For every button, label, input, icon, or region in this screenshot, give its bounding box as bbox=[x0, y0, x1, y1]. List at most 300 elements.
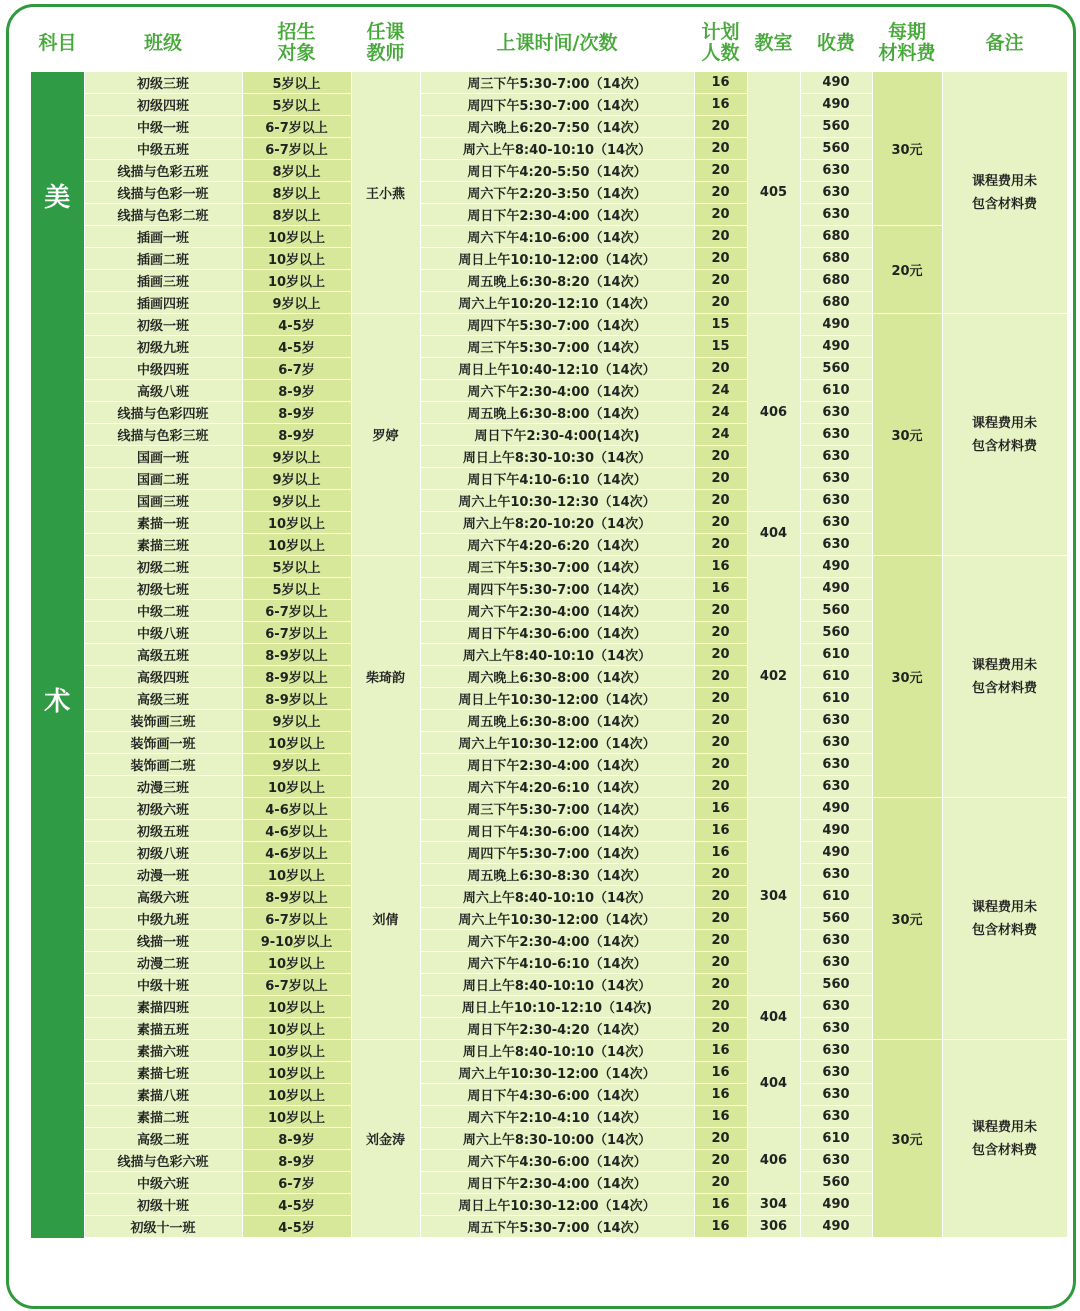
planned-count-cell: 16 bbox=[694, 1194, 747, 1216]
target-age-cell: 6-7岁以上 bbox=[242, 116, 351, 138]
fee-cell: 560 bbox=[800, 908, 872, 930]
class-name-cell: 线描与色彩一班 bbox=[84, 182, 242, 204]
class-time-cell: 周六上午8:30-10:00（14次） bbox=[420, 1128, 694, 1150]
class-name-cell: 高级四班 bbox=[84, 666, 242, 688]
planned-count-cell: 20 bbox=[694, 974, 747, 996]
fee-cell: 490 bbox=[800, 578, 872, 600]
class-name-cell: 初级四班 bbox=[84, 94, 242, 116]
class-time-cell: 周日下午4:10-6:10（14次） bbox=[420, 468, 694, 490]
classroom-cell: 404 bbox=[747, 996, 800, 1040]
planned-count-cell: 16 bbox=[694, 72, 747, 94]
class-time-cell: 周日上午8:40-10:10（14次） bbox=[420, 974, 694, 996]
class-time-cell: 周日下午4:20-5:50（14次） bbox=[420, 160, 694, 182]
target-age-cell: 9岁以上 bbox=[242, 710, 351, 732]
header-fee: 收费 bbox=[800, 15, 872, 72]
fee-cell: 630 bbox=[800, 996, 872, 1018]
planned-count-cell: 20 bbox=[694, 270, 747, 292]
planned-count-cell: 20 bbox=[694, 1172, 747, 1194]
planned-count-cell: 20 bbox=[694, 600, 747, 622]
planned-count-cell: 20 bbox=[694, 622, 747, 644]
class-name-cell: 插画二班 bbox=[84, 248, 242, 270]
fee-cell: 630 bbox=[800, 534, 872, 556]
target-age-cell: 10岁以上 bbox=[242, 1018, 351, 1040]
class-time-cell: 周日上午8:40-10:10（14次） bbox=[420, 1040, 694, 1062]
target-age-cell: 4-6岁以上 bbox=[242, 820, 351, 842]
planned-count-cell: 16 bbox=[694, 578, 747, 600]
class-name-cell: 高级五班 bbox=[84, 644, 242, 666]
class-time-cell: 周六上午10:30-12:30（14次） bbox=[420, 490, 694, 512]
header-teacher: 任课 教师 bbox=[351, 15, 420, 72]
class-time-cell: 周五晚上6:30-8:30（14次） bbox=[420, 864, 694, 886]
class-time-cell: 周日上午10:30-12:00（14次） bbox=[420, 1194, 694, 1216]
teacher-cell: 柴琦韵 bbox=[351, 556, 420, 798]
class-time-cell: 周六晚上6:20-7:50（14次） bbox=[420, 116, 694, 138]
fee-cell: 630 bbox=[800, 754, 872, 776]
classroom-cell: 406 bbox=[747, 1128, 800, 1194]
fee-cell: 490 bbox=[800, 1194, 872, 1216]
class-time-cell: 周六下午2:10-4:10（14次） bbox=[420, 1106, 694, 1128]
header-planned: 计划 人数 bbox=[694, 15, 747, 72]
planned-count-cell: 20 bbox=[694, 116, 747, 138]
fee-cell: 630 bbox=[800, 1106, 872, 1128]
planned-count-cell: 20 bbox=[694, 710, 747, 732]
planned-count-cell: 20 bbox=[694, 490, 747, 512]
table-row bbox=[31, 72, 1067, 94]
class-time-cell: 周日上午10:10-12:10（14次) bbox=[420, 996, 694, 1018]
table-row bbox=[31, 798, 1067, 820]
class-name-cell: 初级十一班 bbox=[84, 1216, 242, 1238]
class-time-cell: 周六上午8:40-10:10（14次） bbox=[420, 138, 694, 160]
fee-cell: 630 bbox=[800, 424, 872, 446]
class-name-cell: 线描与色彩六班 bbox=[84, 1150, 242, 1172]
planned-count-cell: 20 bbox=[694, 534, 747, 556]
header-note: 备注 bbox=[942, 15, 1067, 72]
class-time-cell: 周日下午2:30-4:20（14次） bbox=[420, 1018, 694, 1040]
material-fee-cell: 30元 bbox=[872, 314, 942, 556]
planned-count-cell: 20 bbox=[694, 248, 747, 270]
class-time-cell: 周日下午4:30-6:00（14次） bbox=[420, 622, 694, 644]
planned-count-cell: 15 bbox=[694, 336, 747, 358]
class-time-cell: 周六下午4:20-6:10（14次） bbox=[420, 776, 694, 798]
class-name-cell: 素描七班 bbox=[84, 1062, 242, 1084]
target-age-cell: 8-9岁以上 bbox=[242, 644, 351, 666]
header-time: 上课时间/次数 bbox=[420, 15, 694, 72]
classroom-cell: 402 bbox=[747, 556, 800, 798]
planned-count-cell: 16 bbox=[694, 1062, 747, 1084]
fee-cell: 630 bbox=[800, 864, 872, 886]
fee-cell: 680 bbox=[800, 248, 872, 270]
target-age-cell: 9岁以上 bbox=[242, 292, 351, 314]
target-age-cell: 8-9岁 bbox=[242, 1150, 351, 1172]
target-age-cell: 8-9岁 bbox=[242, 402, 351, 424]
planned-count-cell: 16 bbox=[694, 1106, 747, 1128]
class-name-cell: 高级八班 bbox=[84, 380, 242, 402]
target-age-cell: 4-5岁 bbox=[242, 336, 351, 358]
fee-cell: 560 bbox=[800, 138, 872, 160]
class-name-cell: 装饰画一班 bbox=[84, 732, 242, 754]
planned-count-cell: 16 bbox=[694, 94, 747, 116]
fee-cell: 630 bbox=[800, 930, 872, 952]
class-name-cell: 素描五班 bbox=[84, 1018, 242, 1040]
course-schedule-table bbox=[31, 15, 1068, 1238]
header-subject: 科目 bbox=[31, 15, 84, 72]
class-name-cell: 初级八班 bbox=[84, 842, 242, 864]
fee-cell: 610 bbox=[800, 1128, 872, 1150]
target-age-cell: 8-9岁 bbox=[242, 424, 351, 446]
planned-count-cell: 20 bbox=[694, 204, 747, 226]
class-name-cell: 中级五班 bbox=[84, 138, 242, 160]
target-age-cell: 10岁以上 bbox=[242, 1040, 351, 1062]
class-time-cell: 周六下午2:30-4:00（14次） bbox=[420, 930, 694, 952]
fee-cell: 610 bbox=[800, 688, 872, 710]
table-row bbox=[31, 314, 1067, 336]
target-age-cell: 9岁以上 bbox=[242, 468, 351, 490]
planned-count-cell: 20 bbox=[694, 930, 747, 952]
class-time-cell: 周六上午10:30-12:00（14次） bbox=[420, 732, 694, 754]
class-time-cell: 周六下午2:30-4:00（14次） bbox=[420, 380, 694, 402]
fee-cell: 610 bbox=[800, 380, 872, 402]
fee-cell: 560 bbox=[800, 600, 872, 622]
class-time-cell: 周日上午10:10-12:00（14次） bbox=[420, 248, 694, 270]
fee-cell: 630 bbox=[800, 732, 872, 754]
class-name-cell: 国画一班 bbox=[84, 446, 242, 468]
class-name-cell: 高级六班 bbox=[84, 886, 242, 908]
target-age-cell: 9-10岁以上 bbox=[242, 930, 351, 952]
target-age-cell: 5岁以上 bbox=[242, 556, 351, 578]
fee-cell: 630 bbox=[800, 1084, 872, 1106]
fee-cell: 630 bbox=[800, 446, 872, 468]
planned-count-cell: 20 bbox=[694, 886, 747, 908]
class-name-cell: 装饰画二班 bbox=[84, 754, 242, 776]
planned-count-cell: 20 bbox=[694, 996, 747, 1018]
planned-count-cell: 20 bbox=[694, 908, 747, 930]
class-time-cell: 周六下午4:10-6:00（14次） bbox=[420, 226, 694, 248]
header-class: 班级 bbox=[84, 15, 242, 72]
planned-count-cell: 24 bbox=[694, 402, 747, 424]
target-age-cell: 8岁以上 bbox=[242, 160, 351, 182]
class-time-cell: 周日上午10:40-12:10（14次） bbox=[420, 358, 694, 380]
class-time-cell: 周六上午8:20-10:20（14次） bbox=[420, 512, 694, 534]
target-age-cell: 10岁以上 bbox=[242, 1062, 351, 1084]
target-age-cell: 6-7岁以上 bbox=[242, 600, 351, 622]
header-material: 每期 材料费 bbox=[872, 15, 942, 72]
teacher-cell: 刘金涛 bbox=[351, 1040, 420, 1238]
class-time-cell: 周日上午8:30-10:30（14次） bbox=[420, 446, 694, 468]
class-name-cell: 中级九班 bbox=[84, 908, 242, 930]
fee-cell: 560 bbox=[800, 358, 872, 380]
class-time-cell: 周六下午4:30-6:00（14次） bbox=[420, 1150, 694, 1172]
class-name-cell: 线描一班 bbox=[84, 930, 242, 952]
fee-cell: 630 bbox=[800, 776, 872, 798]
fee-cell: 560 bbox=[800, 622, 872, 644]
target-age-cell: 4-6岁以上 bbox=[242, 798, 351, 820]
class-name-cell: 高级三班 bbox=[84, 688, 242, 710]
class-name-cell: 初级六班 bbox=[84, 798, 242, 820]
planned-count-cell: 20 bbox=[694, 226, 747, 248]
classroom-cell: 304 bbox=[747, 1194, 800, 1216]
target-age-cell: 6-7岁 bbox=[242, 1172, 351, 1194]
planned-count-cell: 24 bbox=[694, 424, 747, 446]
class-time-cell: 周四下午5:30-7:00（14次） bbox=[420, 842, 694, 864]
fee-cell: 630 bbox=[800, 402, 872, 424]
fee-cell: 630 bbox=[800, 512, 872, 534]
fee-cell: 490 bbox=[800, 1216, 872, 1238]
class-time-cell: 周日上午10:30-12:00（14次） bbox=[420, 688, 694, 710]
planned-count-cell: 16 bbox=[694, 842, 747, 864]
classroom-cell: 404 bbox=[747, 1040, 800, 1128]
note-cell: 课程费用未 包含材料费 bbox=[942, 798, 1067, 1040]
target-age-cell: 10岁以上 bbox=[242, 776, 351, 798]
class-name-cell: 线描与色彩四班 bbox=[84, 402, 242, 424]
class-time-cell: 周四下午5:30-7:00（14次） bbox=[420, 314, 694, 336]
class-name-cell: 初级一班 bbox=[84, 314, 242, 336]
class-name-cell: 初级五班 bbox=[84, 820, 242, 842]
class-time-cell: 周五晚上6:30-8:00（14次） bbox=[420, 710, 694, 732]
class-time-cell: 周六上午8:40-10:10（14次） bbox=[420, 644, 694, 666]
class-time-cell: 周六上午10:30-12:00（14次） bbox=[420, 908, 694, 930]
planned-count-cell: 20 bbox=[694, 182, 747, 204]
target-age-cell: 4-6岁以上 bbox=[242, 842, 351, 864]
target-age-cell: 10岁以上 bbox=[242, 996, 351, 1018]
planned-count-cell: 20 bbox=[694, 666, 747, 688]
teacher-cell: 罗婷 bbox=[351, 314, 420, 556]
fee-cell: 680 bbox=[800, 226, 872, 248]
page-frame bbox=[6, 4, 1076, 1309]
planned-count-cell: 20 bbox=[694, 446, 747, 468]
target-age-cell: 4-5岁 bbox=[242, 1216, 351, 1238]
class-time-cell: 周日下午2:30-4:00（14次） bbox=[420, 754, 694, 776]
table-row bbox=[31, 226, 1067, 248]
fee-cell: 610 bbox=[800, 644, 872, 666]
target-age-cell: 8岁以上 bbox=[242, 182, 351, 204]
class-name-cell: 中级八班 bbox=[84, 622, 242, 644]
target-age-cell: 8-9岁以上 bbox=[242, 666, 351, 688]
planned-count-cell: 20 bbox=[694, 754, 747, 776]
planned-count-cell: 24 bbox=[694, 380, 747, 402]
target-age-cell: 10岁以上 bbox=[242, 952, 351, 974]
fee-cell: 630 bbox=[800, 1150, 872, 1172]
fee-cell: 490 bbox=[800, 72, 872, 94]
class-name-cell: 动漫三班 bbox=[84, 776, 242, 798]
fee-cell: 490 bbox=[800, 94, 872, 116]
class-name-cell: 国画三班 bbox=[84, 490, 242, 512]
class-name-cell: 中级六班 bbox=[84, 1172, 242, 1194]
target-age-cell: 8-9岁 bbox=[242, 1128, 351, 1150]
class-name-cell: 中级二班 bbox=[84, 600, 242, 622]
planned-count-cell: 20 bbox=[694, 138, 747, 160]
class-time-cell: 周六下午4:20-6:20（14次） bbox=[420, 534, 694, 556]
class-name-cell: 素描二班 bbox=[84, 1106, 242, 1128]
planned-count-cell: 16 bbox=[694, 820, 747, 842]
class-time-cell: 周五下午5:30-7:00（14次） bbox=[420, 1216, 694, 1238]
class-name-cell: 高级二班 bbox=[84, 1128, 242, 1150]
planned-count-cell: 20 bbox=[694, 1018, 747, 1040]
planned-count-cell: 15 bbox=[694, 314, 747, 336]
table-row bbox=[31, 556, 1067, 578]
target-age-cell: 10岁以上 bbox=[242, 270, 351, 292]
fee-cell: 630 bbox=[800, 1062, 872, 1084]
material-fee-cell: 30元 bbox=[872, 1040, 942, 1238]
class-time-cell: 周六上午10:20-12:10（14次） bbox=[420, 292, 694, 314]
target-age-cell: 5岁以上 bbox=[242, 72, 351, 94]
material-fee-cell: 30元 bbox=[872, 798, 942, 1040]
planned-count-cell: 16 bbox=[694, 556, 747, 578]
fee-cell: 490 bbox=[800, 798, 872, 820]
planned-count-cell: 20 bbox=[694, 732, 747, 754]
class-time-cell: 周日下午4:30-6:00（14次） bbox=[420, 820, 694, 842]
planned-count-cell: 20 bbox=[694, 512, 747, 534]
fee-cell: 610 bbox=[800, 886, 872, 908]
table-row bbox=[31, 1040, 1067, 1062]
class-time-cell: 周四下午5:30-7:00（14次） bbox=[420, 578, 694, 600]
planned-count-cell: 20 bbox=[694, 292, 747, 314]
note-cell: 课程费用未 包含材料费 bbox=[942, 72, 1067, 314]
class-name-cell: 装饰画三班 bbox=[84, 710, 242, 732]
planned-count-cell: 20 bbox=[694, 468, 747, 490]
class-name-cell: 中级四班 bbox=[84, 358, 242, 380]
target-age-cell: 10岁以上 bbox=[242, 226, 351, 248]
planned-count-cell: 16 bbox=[694, 1040, 747, 1062]
planned-count-cell: 20 bbox=[694, 1150, 747, 1172]
fee-cell: 630 bbox=[800, 490, 872, 512]
target-age-cell: 10岁以上 bbox=[242, 864, 351, 886]
target-age-cell: 10岁以上 bbox=[242, 512, 351, 534]
fee-cell: 490 bbox=[800, 820, 872, 842]
class-name-cell: 初级七班 bbox=[84, 578, 242, 600]
teacher-cell: 刘倩 bbox=[351, 798, 420, 1040]
target-age-cell: 10岁以上 bbox=[242, 1084, 351, 1106]
planned-count-cell: 16 bbox=[694, 798, 747, 820]
planned-count-cell: 20 bbox=[694, 952, 747, 974]
class-name-cell: 素描八班 bbox=[84, 1084, 242, 1106]
class-time-cell: 周日下午2:30-4:00（14次） bbox=[420, 204, 694, 226]
class-name-cell: 插画四班 bbox=[84, 292, 242, 314]
fee-cell: 490 bbox=[800, 842, 872, 864]
classroom-cell: 306 bbox=[747, 1216, 800, 1238]
target-age-cell: 6-7岁以上 bbox=[242, 622, 351, 644]
class-name-cell: 动漫一班 bbox=[84, 864, 242, 886]
teacher-cell: 王小燕 bbox=[351, 72, 420, 314]
classroom-cell: 406 bbox=[747, 314, 800, 512]
planned-count-cell: 20 bbox=[694, 1128, 747, 1150]
header-target: 招生 对象 bbox=[242, 15, 351, 72]
class-time-cell: 周三下午5:30-7:00（14次） bbox=[420, 798, 694, 820]
target-age-cell: 5岁以上 bbox=[242, 578, 351, 600]
planned-count-cell: 16 bbox=[694, 1084, 747, 1106]
fee-cell: 560 bbox=[800, 1172, 872, 1194]
class-time-cell: 周六下午2:20-3:50（14次） bbox=[420, 182, 694, 204]
planned-count-cell: 20 bbox=[694, 688, 747, 710]
target-age-cell: 9岁以上 bbox=[242, 446, 351, 468]
header-row bbox=[31, 15, 1067, 72]
class-name-cell: 线描与色彩三班 bbox=[84, 424, 242, 446]
note-cell: 课程费用未 包含材料费 bbox=[942, 1040, 1067, 1238]
fee-cell: 630 bbox=[800, 710, 872, 732]
class-time-cell: 周六下午4:10-6:10（14次） bbox=[420, 952, 694, 974]
class-name-cell: 素描四班 bbox=[84, 996, 242, 1018]
planned-count-cell: 20 bbox=[694, 644, 747, 666]
class-name-cell: 线描与色彩二班 bbox=[84, 204, 242, 226]
target-age-cell: 10岁以上 bbox=[242, 248, 351, 270]
fee-cell: 490 bbox=[800, 314, 872, 336]
header-room: 教室 bbox=[747, 15, 800, 72]
target-age-cell: 10岁以上 bbox=[242, 1106, 351, 1128]
class-name-cell: 插画一班 bbox=[84, 226, 242, 248]
note-cell: 课程费用未 包含材料费 bbox=[942, 314, 1067, 556]
class-time-cell: 周四下午5:30-7:00（14次） bbox=[420, 94, 694, 116]
planned-count-cell: 16 bbox=[694, 1216, 747, 1238]
planned-count-cell: 20 bbox=[694, 160, 747, 182]
target-age-cell: 6-7岁以上 bbox=[242, 138, 351, 160]
class-name-cell: 中级一班 bbox=[84, 116, 242, 138]
target-age-cell: 5岁以上 bbox=[242, 94, 351, 116]
class-time-cell: 周五晚上6:30-8:20（14次） bbox=[420, 270, 694, 292]
target-age-cell: 8岁以上 bbox=[242, 204, 351, 226]
material-fee-cell: 20元 bbox=[872, 226, 942, 314]
fee-cell: 560 bbox=[800, 974, 872, 996]
class-name-cell: 初级三班 bbox=[84, 72, 242, 94]
target-age-cell: 8-9岁以上 bbox=[242, 886, 351, 908]
target-age-cell: 4-5岁 bbox=[242, 1194, 351, 1216]
fee-cell: 630 bbox=[800, 468, 872, 490]
fee-cell: 630 bbox=[800, 952, 872, 974]
target-age-cell: 8-9岁以上 bbox=[242, 688, 351, 710]
class-time-cell: 周三下午5:30-7:00（14次） bbox=[420, 336, 694, 358]
class-time-cell: 周六晚上6:30-8:00（14次） bbox=[420, 666, 694, 688]
planned-count-cell: 20 bbox=[694, 358, 747, 380]
fee-cell: 680 bbox=[800, 270, 872, 292]
fee-cell: 560 bbox=[800, 116, 872, 138]
class-name-cell: 初级九班 bbox=[84, 336, 242, 358]
class-time-cell: 周六上午10:30-12:00（14次） bbox=[420, 1062, 694, 1084]
target-age-cell: 4-5岁 bbox=[242, 314, 351, 336]
class-time-cell: 周日下午4:30-6:00（14次） bbox=[420, 1084, 694, 1106]
fee-cell: 610 bbox=[800, 666, 872, 688]
class-name-cell: 初级十班 bbox=[84, 1194, 242, 1216]
material-fee-cell: 30元 bbox=[872, 72, 942, 226]
target-age-cell: 6-7岁 bbox=[242, 358, 351, 380]
class-name-cell: 动漫二班 bbox=[84, 952, 242, 974]
class-name-cell: 素描六班 bbox=[84, 1040, 242, 1062]
class-time-cell: 周日下午2:30-4:00(14次) bbox=[420, 424, 694, 446]
class-name-cell: 素描一班 bbox=[84, 512, 242, 534]
target-age-cell: 10岁以上 bbox=[242, 534, 351, 556]
fee-cell: 490 bbox=[800, 336, 872, 358]
class-name-cell: 中级十班 bbox=[84, 974, 242, 996]
target-age-cell: 9岁以上 bbox=[242, 754, 351, 776]
target-age-cell: 6-7岁以上 bbox=[242, 908, 351, 930]
target-age-cell: 9岁以上 bbox=[242, 490, 351, 512]
class-time-cell: 周三下午5:30-7:00（14次） bbox=[420, 556, 694, 578]
target-age-cell: 10岁以上 bbox=[242, 732, 351, 754]
class-time-cell: 周五晚上6:30-8:00（14次） bbox=[420, 402, 694, 424]
note-cell: 课程费用未 包含材料费 bbox=[942, 556, 1067, 798]
planned-count-cell: 20 bbox=[694, 864, 747, 886]
fee-cell: 630 bbox=[800, 204, 872, 226]
fee-cell: 630 bbox=[800, 1018, 872, 1040]
classroom-cell: 404 bbox=[747, 512, 800, 556]
class-name-cell: 素描三班 bbox=[84, 534, 242, 556]
classroom-cell: 405 bbox=[747, 72, 800, 314]
fee-cell: 630 bbox=[800, 1040, 872, 1062]
classroom-cell: 304 bbox=[747, 798, 800, 996]
fee-cell: 630 bbox=[800, 160, 872, 182]
target-age-cell: 6-7岁以上 bbox=[242, 974, 351, 996]
class-name-cell: 初级二班 bbox=[84, 556, 242, 578]
fee-cell: 630 bbox=[800, 182, 872, 204]
class-time-cell: 周日下午2:30-4:00（14次） bbox=[420, 1172, 694, 1194]
subject-cell: 美 术 bbox=[31, 72, 84, 1238]
